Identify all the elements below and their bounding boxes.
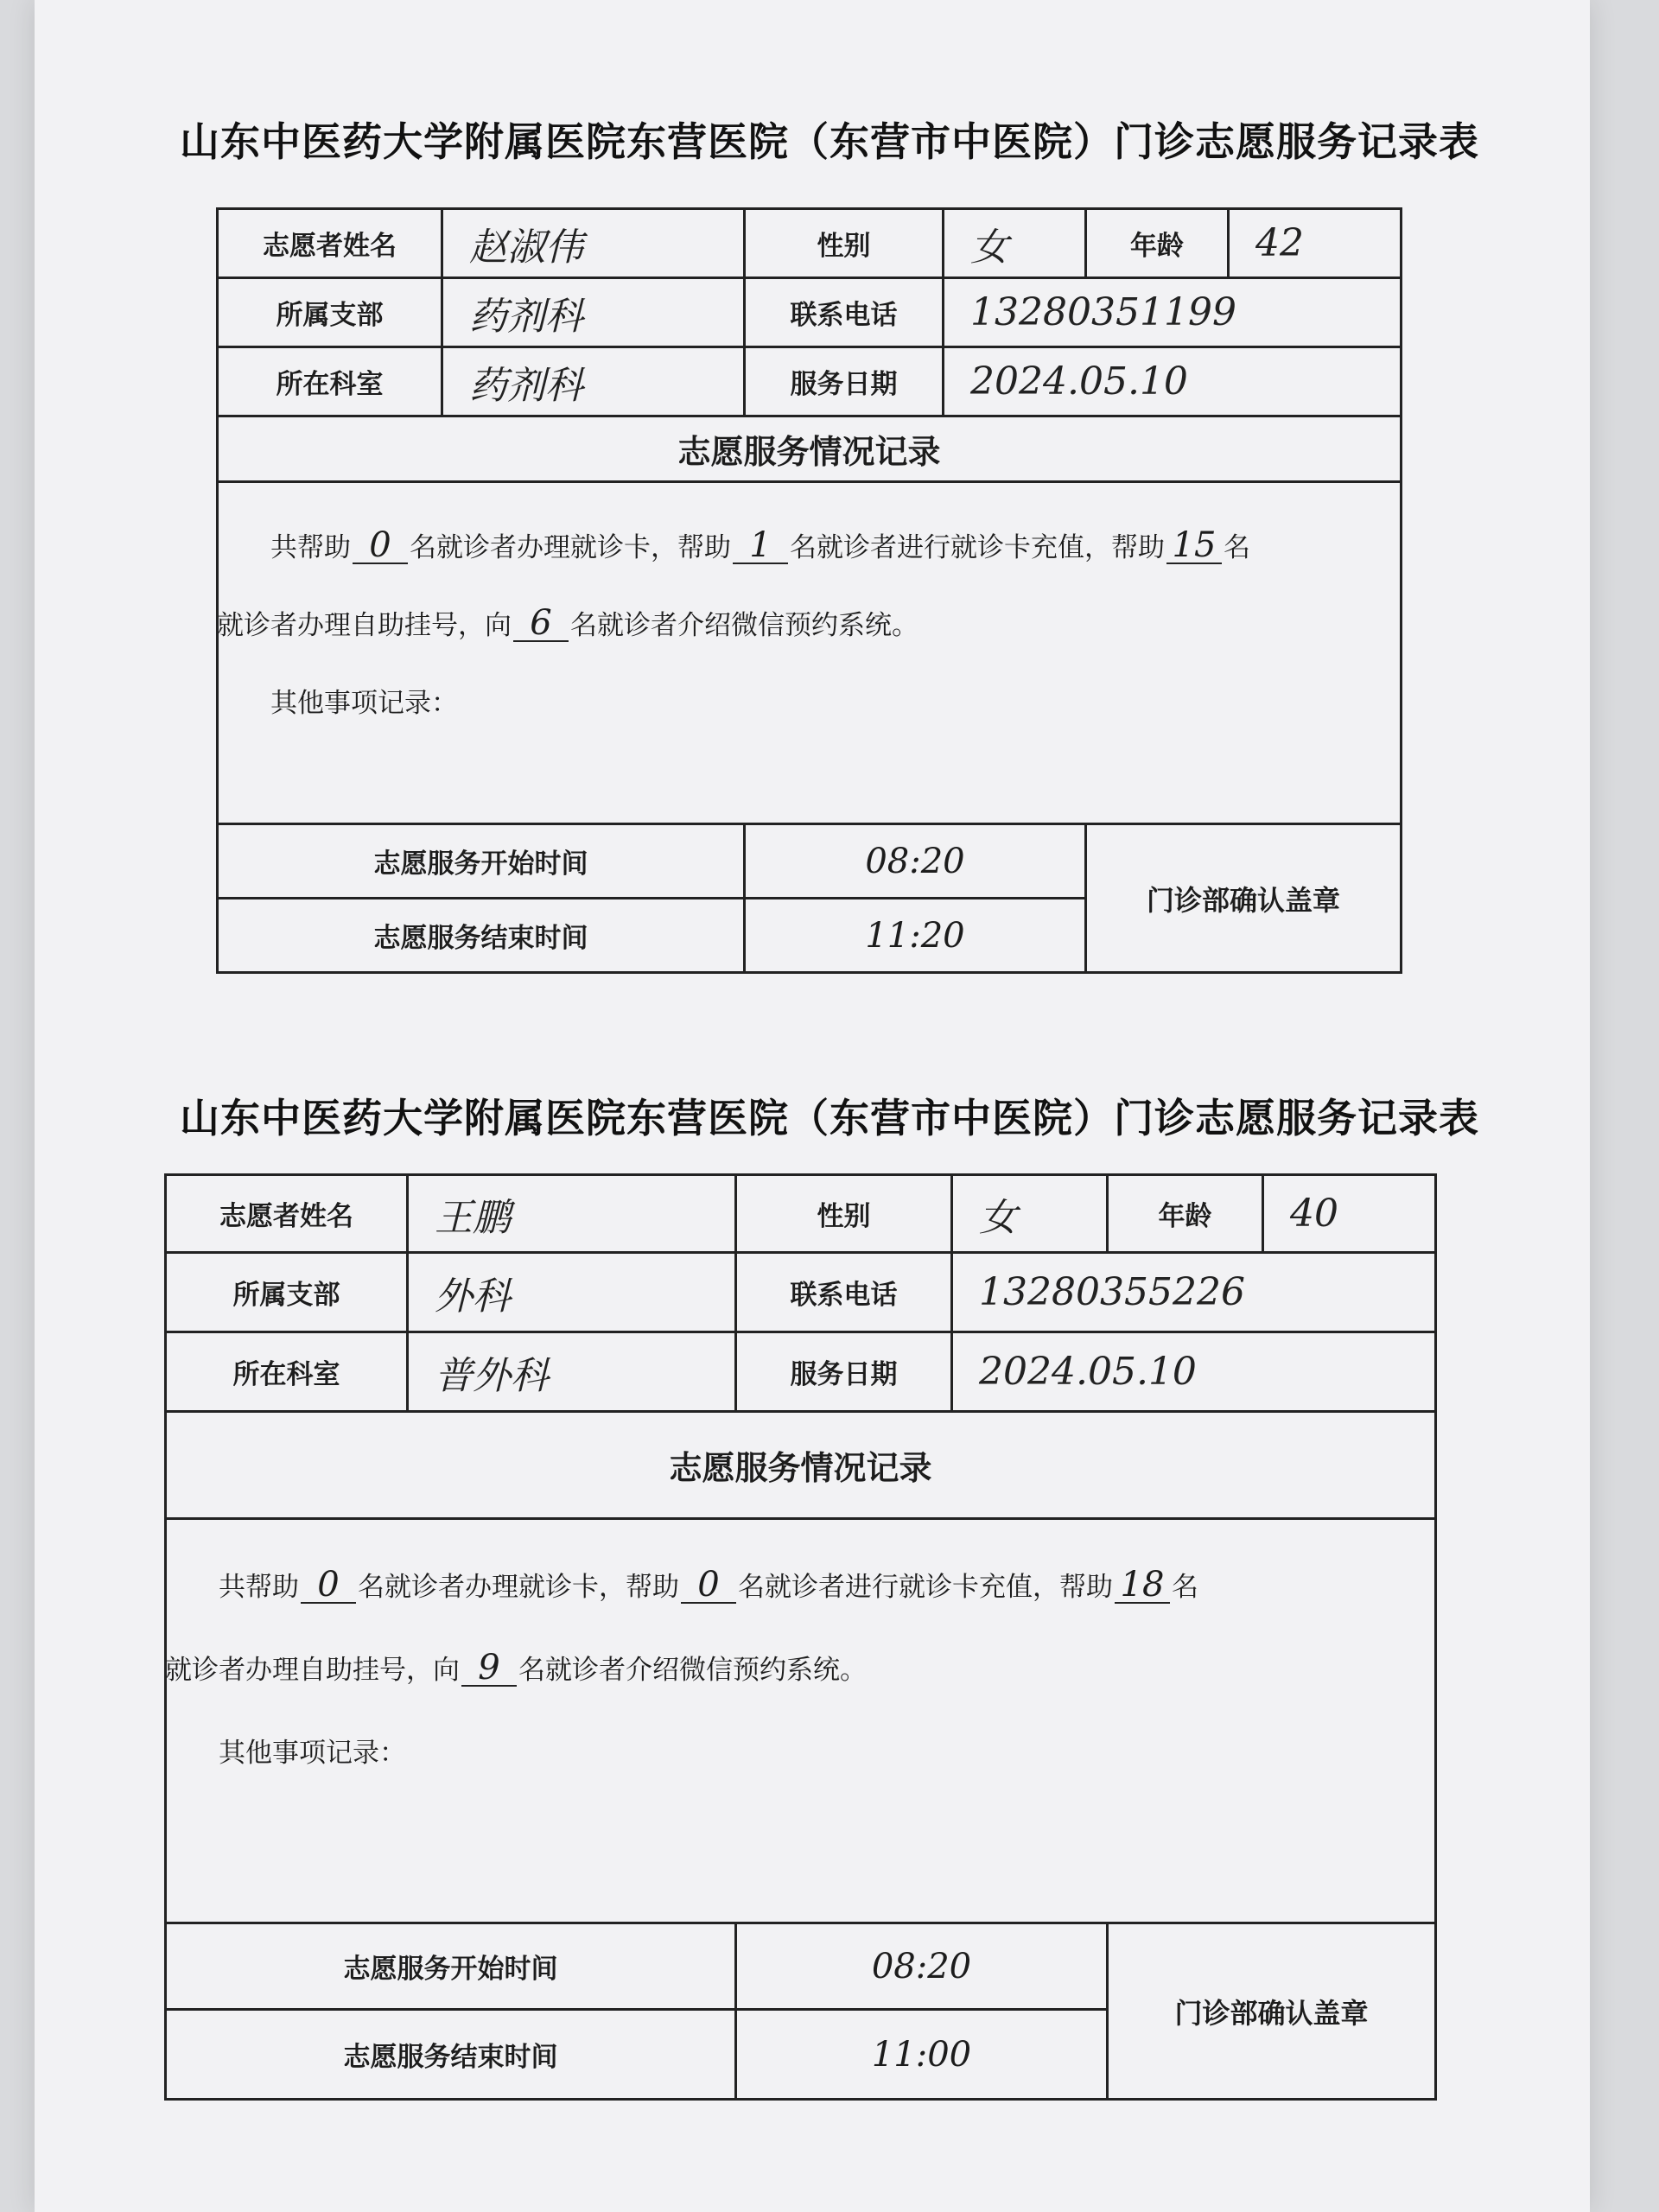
value-gender: 女 xyxy=(952,1175,1108,1253)
service-line-1: 共帮助 0 名就诊者办理就诊卡，帮助 1 名就诊者进行就诊卡充值，帮助 15 名 xyxy=(270,525,1250,565)
label-branch: 所属支部 xyxy=(218,278,442,347)
service-line-2: 就诊者办理自助挂号，向 6 名就诊者介绍微信预约系统。 xyxy=(217,603,918,643)
value-branch: 药剂科 xyxy=(442,278,745,347)
label-date: 服务日期 xyxy=(745,347,944,416)
other-notes-label: 其他事项记录： xyxy=(270,688,458,719)
label-start-time: 志愿服务开始时间 xyxy=(218,824,745,899)
value-branch: 外科 xyxy=(408,1253,736,1332)
label-branch: 所属支部 xyxy=(166,1253,408,1332)
count-wechat: 9 xyxy=(461,1650,517,1687)
count-self-register: 18 xyxy=(1115,1567,1170,1604)
value-age: 40 xyxy=(1263,1175,1436,1253)
value-date: 2024.05.10 xyxy=(944,347,1402,416)
form-title: 山东中医药大学附属医院东营医院（东营市中医院）门诊志愿服务记录表 xyxy=(180,1095,1479,1141)
label-end-time: 志愿服务结束时间 xyxy=(218,899,745,973)
label-start-time: 志愿服务开始时间 xyxy=(166,1923,736,2010)
form-title: 山东中医药大学附属医院东营医院（东营市中医院）门诊志愿服务记录表 xyxy=(180,118,1479,165)
service-line-1: 共帮助 0 名就诊者办理就诊卡，帮助 0 名就诊者进行就诊卡充值，帮助 18 名 xyxy=(219,1565,1198,1605)
service-record-body xyxy=(166,1519,1436,1923)
label-dept: 所在科室 xyxy=(218,347,442,416)
count-self-register: 15 xyxy=(1166,528,1222,564)
value-name: 王鹏 xyxy=(408,1175,736,1253)
count-recharge: 1 xyxy=(733,528,788,564)
value-start-time: 08:20 xyxy=(736,1923,1108,2010)
label-name: 志愿者姓名 xyxy=(218,209,442,278)
label-gender: 性别 xyxy=(736,1175,952,1253)
value-phone: 13280355226 xyxy=(952,1253,1436,1332)
other-notes-label: 其他事项记录： xyxy=(219,1738,406,1769)
section-title: 志愿服务情况记录 xyxy=(218,416,1402,482)
value-gender: 女 xyxy=(944,209,1086,278)
label-end-time: 志愿服务结束时间 xyxy=(166,2010,736,2100)
value-name: 赵淑伟 xyxy=(442,209,745,278)
value-dept: 药剂科 xyxy=(442,347,745,416)
label-age: 年龄 xyxy=(1108,1175,1263,1253)
count-cards: 0 xyxy=(353,528,408,564)
label-phone: 联系电话 xyxy=(736,1253,952,1332)
label-gender: 性别 xyxy=(745,209,944,278)
value-end-time: 11:20 xyxy=(745,899,1086,973)
count-cards: 0 xyxy=(301,1567,356,1604)
label-name: 志愿者姓名 xyxy=(166,1175,408,1253)
count-recharge: 0 xyxy=(681,1567,736,1604)
service-record-body xyxy=(218,482,1402,824)
record-table xyxy=(216,207,1402,974)
label-age: 年龄 xyxy=(1086,209,1229,278)
label-phone: 联系电话 xyxy=(745,278,944,347)
stamp-area: 门诊部确认盖章 xyxy=(1108,1923,1436,2100)
label-date: 服务日期 xyxy=(736,1332,952,1412)
record-table xyxy=(164,1173,1437,2101)
value-age: 42 xyxy=(1229,209,1402,278)
value-phone: 13280351199 xyxy=(944,278,1402,347)
stamp-area: 门诊部确认盖章 xyxy=(1086,824,1402,973)
value-date: 2024.05.10 xyxy=(952,1332,1436,1412)
value-end-time: 11:00 xyxy=(736,2010,1108,2100)
value-start-time: 08:20 xyxy=(745,824,1086,899)
service-line-2: 就诊者办理自助挂号，向 9 名就诊者介绍微信预约系统。 xyxy=(165,1648,867,1688)
section-title: 志愿服务情况记录 xyxy=(166,1412,1436,1519)
value-dept: 普外科 xyxy=(408,1332,736,1412)
label-dept: 所在科室 xyxy=(166,1332,408,1412)
count-wechat: 6 xyxy=(513,606,569,642)
